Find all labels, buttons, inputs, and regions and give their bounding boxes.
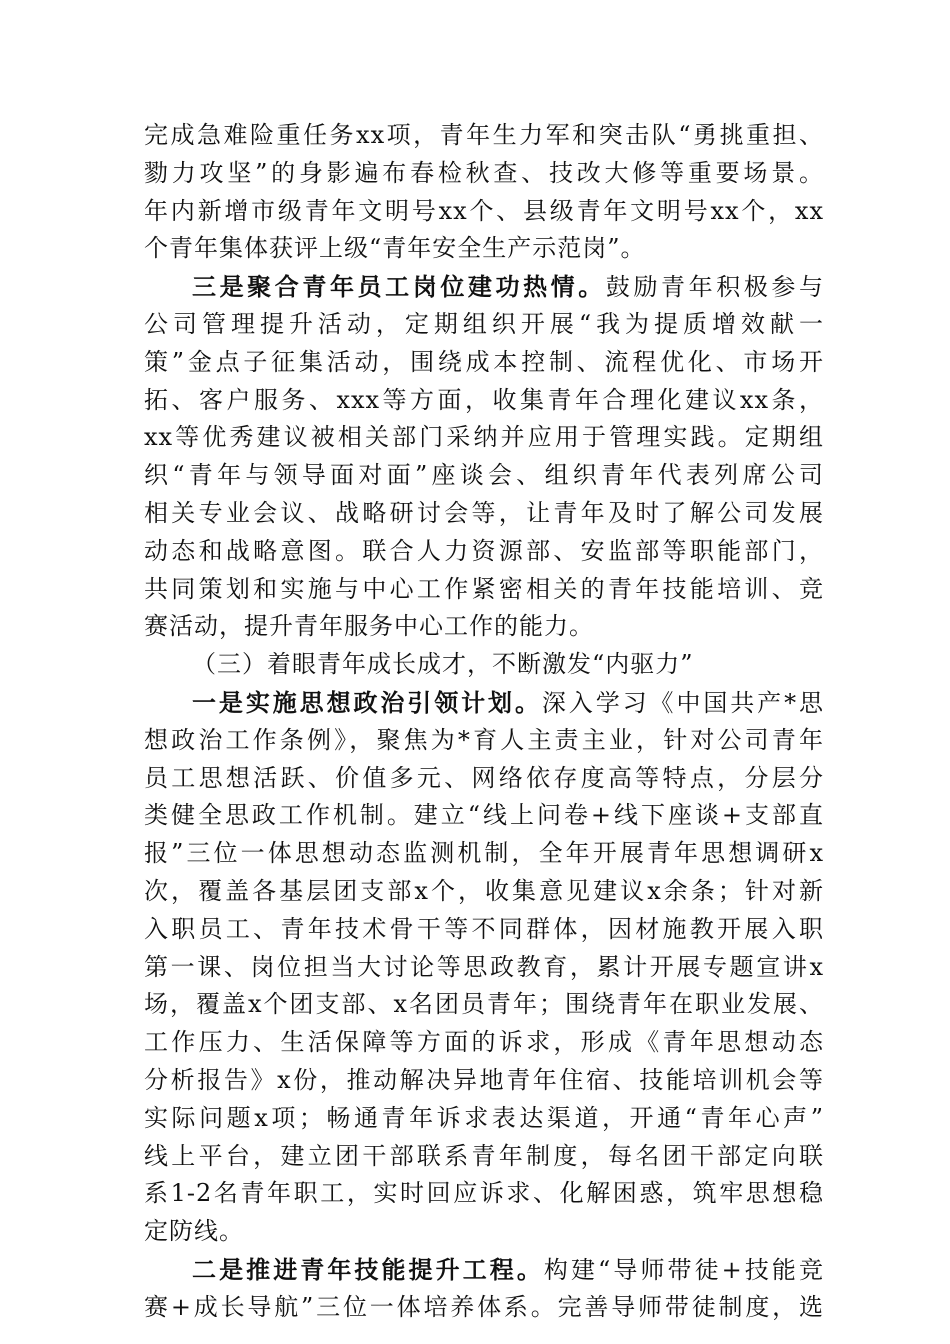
text-line: 第一课、岗位担当大讨论等思政教育，累计开展专题宣讲x: [144, 952, 824, 981]
text-line: 赛+成长导航”三位一体培养体系。完善导师带徒制度，选: [144, 1292, 824, 1321]
text-line: 个青年集体获评上级“青年安全生产示范岗”。: [144, 234, 646, 263]
paragraph-heading: 二是推进青年技能提升工程。: [192, 1254, 544, 1284]
text-line: 线上平台，建立团干部联系青年制度，每名团干部定向联: [144, 1141, 824, 1170]
text-line: 类健全思政工作机制。建立“线上问卷+线下座谈+支部直: [144, 801, 824, 830]
text-line: 策”金点子征集活动，围绕成本控制、流程优化、市场开: [144, 347, 824, 376]
paragraph-point-one: [144, 684, 824, 1251]
text-line: 二是推进青年技能提升工程。构建“导师带徒+技能竞: [192, 1254, 824, 1284]
text-line: （三）着眼青年成长成才，不断激发“内驱力”: [192, 650, 694, 679]
text-line: 拓、客户服务、xxx等方面，收集青年合理化建议xx条，: [144, 385, 824, 414]
text-line: 三是聚合青年员工岗位建功热情。鼓励青年积极参与: [192, 272, 825, 302]
text-line: 动态和战略意图。联合人力资源部、安监部等职能部门，: [144, 536, 824, 565]
text-line: 赛活动，提升青年服务中心工作的能力。: [144, 612, 594, 641]
text-line: 完成急难险重任务xx项，青年生力军和突击队“勇挑重担、: [144, 121, 824, 149]
text-line: 员工思想活跃、价值多元、网络依存度高等特点，分层分: [144, 763, 824, 792]
text-line: 系1-2名青年职工，实时回应诉求、化解困惑，筑牢思想稳: [144, 1179, 824, 1208]
section-heading: [144, 646, 824, 684]
text-line: 相关专业会议、战略研讨会等，让青年及时了解公司发展: [144, 498, 824, 527]
text-line: 一是实施思想政治引领计划。深入学习《中国共产*思: [192, 687, 825, 717]
paragraph-point-three: [144, 268, 824, 646]
text-line: 定防线。: [144, 1217, 244, 1246]
text-line: 共同策划和实施与中心工作紧密相关的青年技能培训、竞: [144, 574, 824, 603]
text-line: xx等优秀建议被相关部门采纳并应用于管理实践。定期组: [144, 423, 824, 452]
text-line: 公司管理提升活动，定期组织开展“我为提质增效献一: [144, 309, 824, 338]
text-line: 实际问题x项；畅通青年诉求表达渠道，开通“青年心声”: [144, 1103, 824, 1132]
text-line: 分析报告》x份，推动解决异地青年住宿、技能培训机会等: [144, 1065, 824, 1094]
document-page: [144, 117, 824, 1327]
text-line: 想政治工作条例》，聚焦为*育人主责主业，针对公司青年: [144, 725, 824, 754]
paragraph-heading: 一是实施思想政治引领计划。: [192, 687, 542, 717]
paragraph-point-two: [144, 1251, 824, 1327]
paragraph-heading: 三是聚合青年员工岗位建功热情。: [192, 272, 606, 302]
text-line: 年内新增市级青年文明号xx个、县级青年文明号xx个，xx: [144, 196, 824, 225]
text-line: 次，覆盖各基层团支部x个，收集意见建议x余条；针对新: [144, 876, 824, 905]
paragraph-continuation: [144, 117, 824, 268]
text-line: 入职员工、青年技术骨干等不同群体，因材施教开展入职: [144, 914, 824, 943]
text-line: 场，覆盖x个团支部、x名团员青年；围绕青年在职业发展、: [144, 990, 824, 1019]
text-line: 工作压力、生活保障等方面的诉求，形成《青年思想动态: [144, 1028, 824, 1057]
text-line: 织“青年与领导面对面”座谈会、组织青年代表列席公司: [144, 461, 824, 490]
text-line: 报”三位一体思想动态监测机制，全年开展青年思想调研x: [144, 839, 824, 868]
text-line: 勠力攻坚”的身影遍布春检秋查、技改大修等重要场景。: [144, 158, 824, 187]
